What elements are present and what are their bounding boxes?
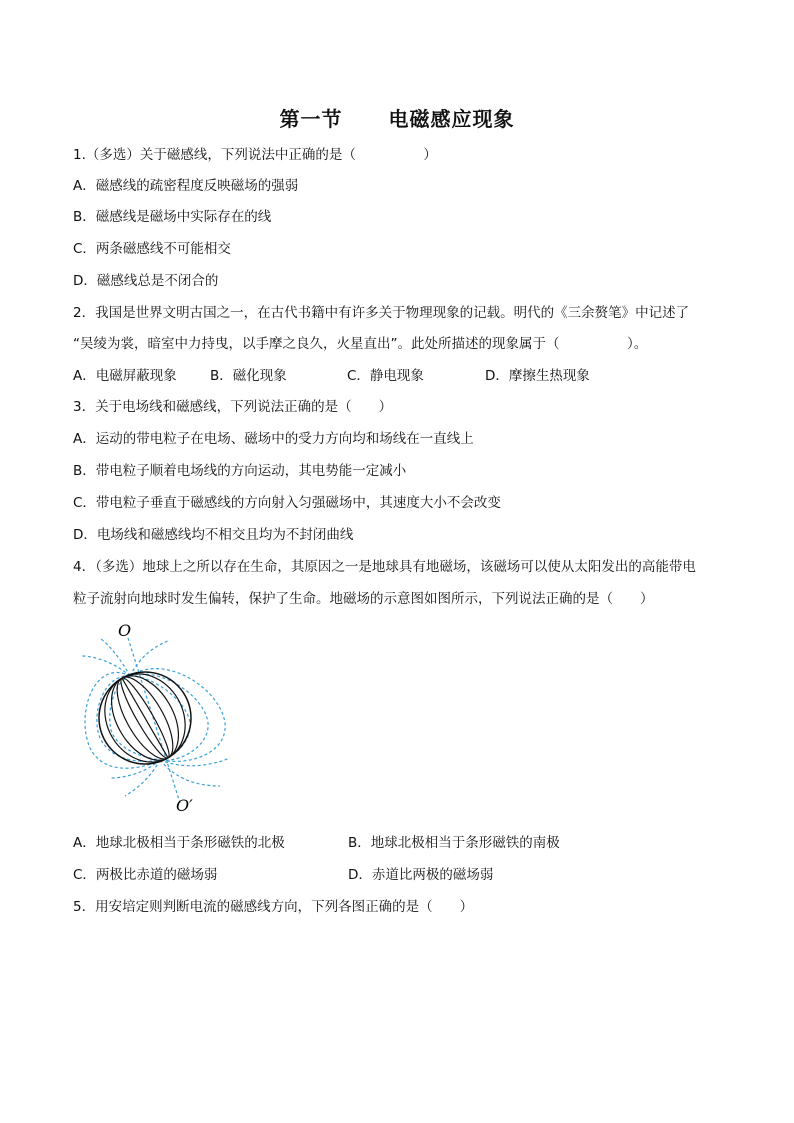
q3-stem: 3．关于电场线和磁感线，下列说法正确的是（ ） xyxy=(73,399,393,415)
earth-magnetic-field-diagram xyxy=(70,618,240,818)
earth-magnetic-field-figure xyxy=(70,618,240,818)
q2-option-d: D．摩擦生热现象 xyxy=(485,368,590,384)
q1-option-b: B．磁感线是磁场中实际存在的线 xyxy=(73,209,272,225)
q5-stem: 5．用安培定则判断电流的磁感线方向，下列各图正确的是（ ） xyxy=(73,899,474,915)
q4-option-d: D．赤道比两极的磁场弱 xyxy=(348,867,494,883)
label-o-bottom: O′ xyxy=(176,796,193,815)
q4-option-b: B．地球北极相当于条形磁铁的南极 xyxy=(348,835,560,851)
q4-stem-line1: 4．（多选）地球上之所以存在生命，其原因之一是地球具有地磁场，该磁场可以使从太阳发出的高能带电 xyxy=(73,559,696,575)
label-o-top: O xyxy=(118,621,132,640)
earth-globe xyxy=(89,659,201,777)
q4-option-a: A．地球北极相当于条形磁铁的北极 xyxy=(73,835,285,851)
q1-option-d: D．磁感线总是不闭合的 xyxy=(73,273,219,289)
q1-option-a: A．磁感线的疏密程度反映磁场的强弱 xyxy=(73,178,299,194)
q3-option-d: D．电场线和磁感线均不相交且均为不封闭曲线 xyxy=(73,527,354,543)
q2-stem-line2: “吴绫为裳，暗室中力持曳，以手摩之良久，火星直出”。此处所描述的现象属于（ ）。 xyxy=(73,336,648,352)
q2-option-a: A．电磁屏蔽现象 xyxy=(73,368,177,384)
q4-stem-line2: 粒子流射向地球时发生偏转，保护了生命。地磁场的示意图如图所示，下列说法正确的是（ ） xyxy=(73,591,654,607)
q3-option-b: B．带电粒子顺着电场线的方向运动，其电势能一定减小 xyxy=(73,463,407,479)
q1-stem: 1.（多选）关于磁感线，下列说法中正确的是（ ） xyxy=(73,147,437,163)
q3-option-c: C．带电粒子垂直于磁感线的方向射入匀强磁场中，其速度大小不会改变 xyxy=(73,495,501,511)
q2-option-b: B．磁化现象 xyxy=(210,368,287,384)
section-number: 第一节 xyxy=(279,107,343,131)
q1-option-c: C．两条磁感线不可能相交 xyxy=(73,241,231,257)
page-title xyxy=(0,103,794,132)
q2-option-c: C．静电现象 xyxy=(347,368,424,384)
q2-stem-line1: 2．我国是世界文明古国之一，在古代书籍中有许多关于物理现象的记载。明代的《三余赘笔》中记述了 xyxy=(73,305,690,321)
section-name: 电磁感应现象 xyxy=(388,107,515,131)
q3-option-a: A．运动的带电粒子在电场、磁场中的受力方向均和场线在一直线上 xyxy=(73,431,474,447)
q4-option-c: C．两极比赤道的磁场弱 xyxy=(73,867,218,883)
